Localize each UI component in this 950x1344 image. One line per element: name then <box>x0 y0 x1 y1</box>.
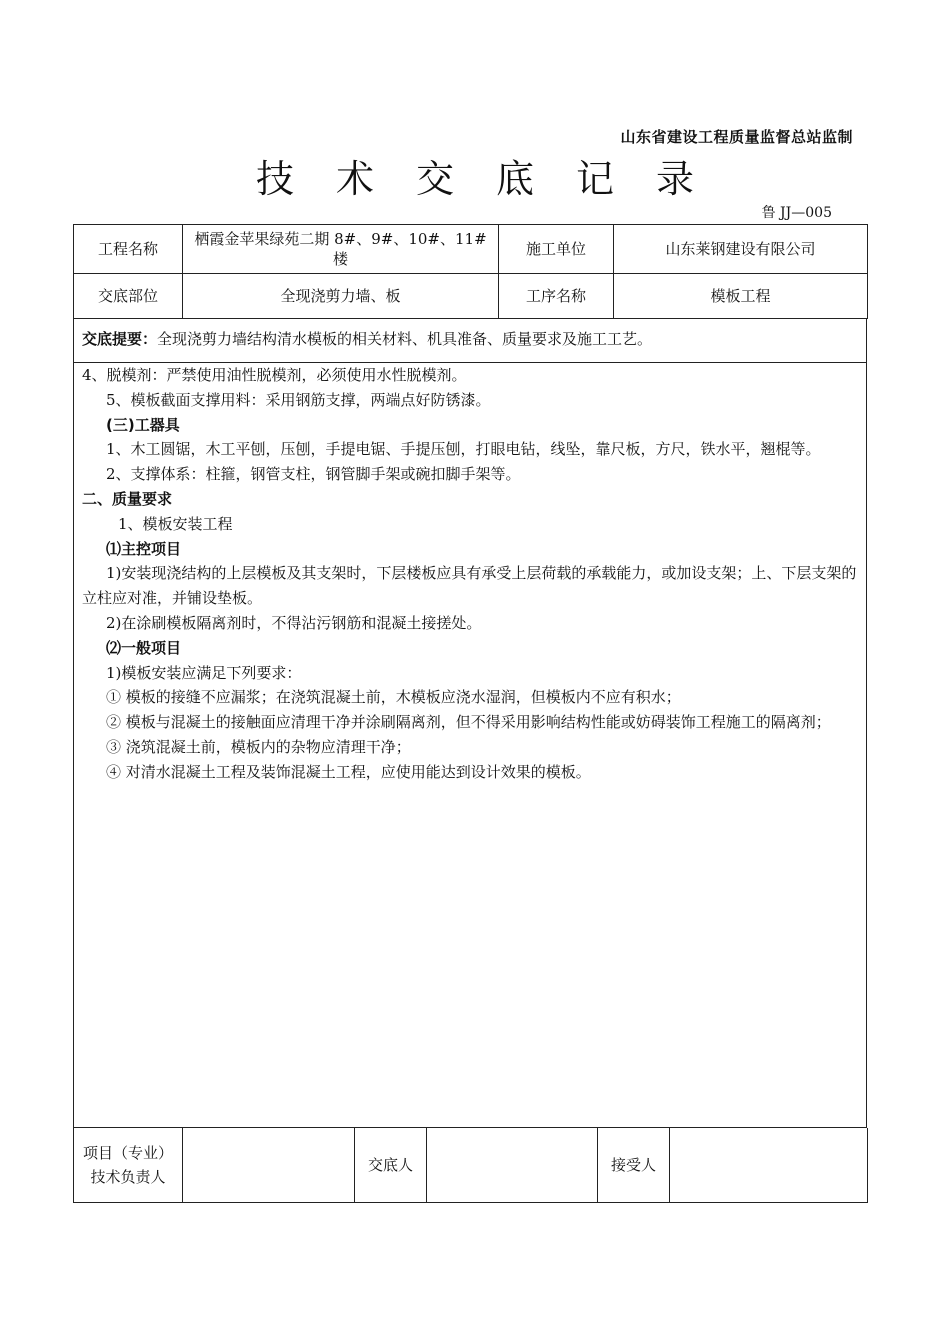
part-value: 全现浇剪力墙、板 <box>183 274 499 319</box>
summary-text: 全现浇剪力墙结构清水模板的相关材料、机具准备、质量要求及施工工艺。 <box>157 330 653 348</box>
receiver-signature <box>670 1128 868 1203</box>
content-line: 1、模板安装工程 <box>118 514 233 533</box>
content-line: ③ 浇筑混凝土前，模板内的杂物应清理干净； <box>106 737 411 756</box>
content-line: 2、支撑体系：柱箍，钢管支柱，钢管脚手架或碗扣脚手架等。 <box>106 465 521 484</box>
discloser-signature <box>427 1128 598 1203</box>
content-line: 1)模板安装应满足下列要求： <box>106 663 302 682</box>
process-value: 模板工程 <box>614 274 868 319</box>
content-line: 1、木工圆锯，木工平刨，压刨，手提电锯、手提压刨，打眼电钻，线坠，靠尺板，方尺，铁水平，翘棍等。 <box>106 440 821 459</box>
content-line: ② 模板与混凝土的接触面应清理干净并涂刷隔离剂，但不得采用影响结构性能或妨碍装饰工程施工的隔离剂； <box>106 713 831 732</box>
content-line: 1)安装现浇结构的上层模板及其支架时，下层楼板应具有承受上层荷载的承载能力，或加设支架；上、下层支架的立柱应对准，并铺设垫板。 <box>82 564 857 608</box>
info-table <box>73 224 868 319</box>
section-heading: (三)工器具 <box>106 415 180 434</box>
part-label: 交底部位 <box>74 274 183 319</box>
info-row-project <box>74 225 868 274</box>
signature-table <box>73 1128 868 1203</box>
subsection-heading: ⑴主控项目 <box>106 539 182 558</box>
content-line: 4、脱模剂：严禁使用油性脱模剂，必须使用水性脱模剂。 <box>82 366 467 384</box>
summary-label: 交底提要： <box>82 330 158 348</box>
receiver-label: 接受人 <box>598 1128 670 1203</box>
discloser-label: 交底人 <box>355 1128 427 1203</box>
signature-row <box>74 1128 868 1203</box>
process-label: 工序名称 <box>499 274 614 319</box>
content-line: 2)在涂刷模板隔离剂时，不得沾污钢筋和混凝土接搓处。 <box>106 613 482 632</box>
tech-lead-signature <box>183 1128 355 1203</box>
section-heading: 二、质量要求 <box>82 489 173 508</box>
construction-unit-value: 山东莱钢建设有限公司 <box>614 225 868 274</box>
tech-lead-label: 项目（专业）技术负责人 <box>74 1128 183 1203</box>
document-title: 技术交底记录 <box>255 157 736 201</box>
project-name-label: 工程名称 <box>74 225 183 274</box>
form-code: 鲁 JJ—005 <box>761 205 832 221</box>
subsection-heading: ⑵一般项目 <box>106 638 182 657</box>
supervisor-note: 山东省建设工程质量监督总站监制 <box>620 128 853 146</box>
content-body <box>73 363 867 1128</box>
summary-row <box>73 318 867 363</box>
content-line: ④ 对清水混凝土工程及装饰混凝土工程，应使用能达到设计效果的模板。 <box>106 762 591 781</box>
content-line: ① 模板的接缝不应漏浆；在浇筑混凝土前，木模板应浇水湿润，但模板内不应有积水； <box>106 688 681 707</box>
project-name-value: 栖霞金苹果绿苑二期 8#、9#、10#、11#楼 <box>183 225 499 274</box>
content-line: 5、模板截面支撑用料：采用钢筋支撑，两端点好防锈漆。 <box>106 390 491 409</box>
construction-unit-label: 施工单位 <box>499 225 614 274</box>
info-row-part <box>74 274 868 319</box>
